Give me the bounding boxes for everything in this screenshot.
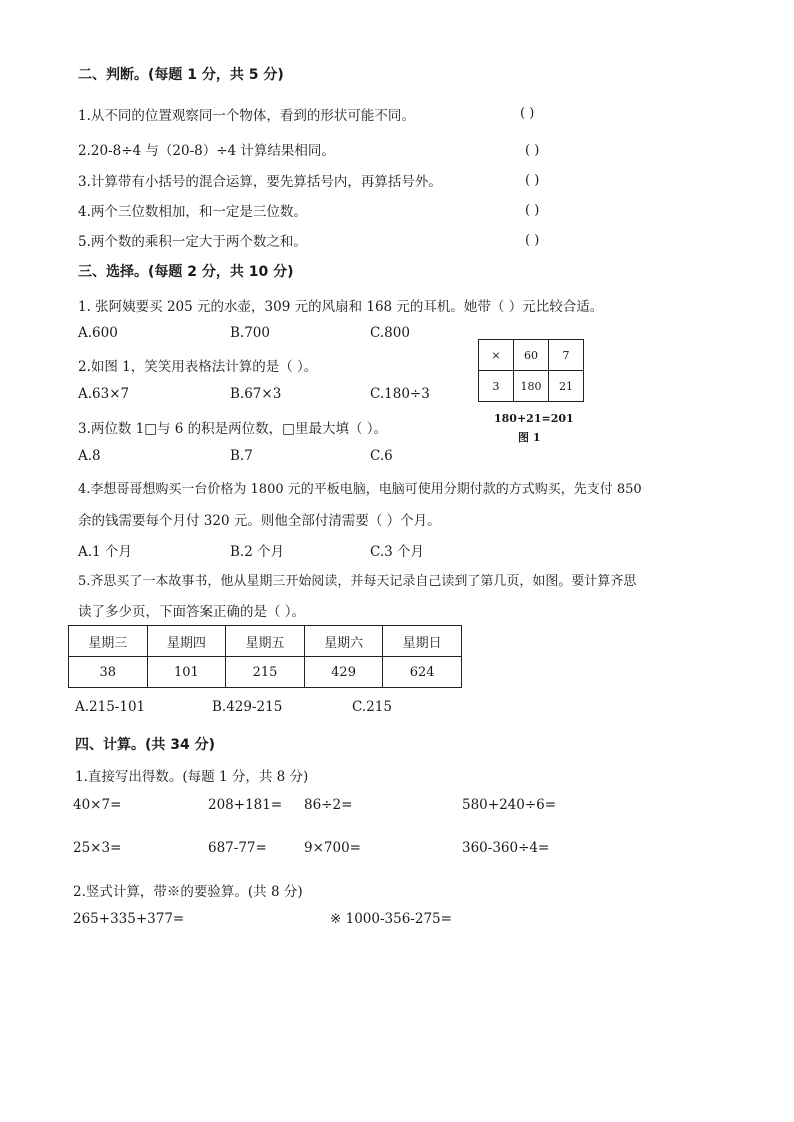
section-4-title: 四、计算。(共 34 分) [75,737,216,753]
q1-option-c: C.800 [370,325,410,341]
section-2-title: 二、判断。(每题 1 分，共 5 分) [78,67,284,83]
sub-question-1: 1.直接写出得数。(每题 1 分，共 8 分) [75,769,309,785]
answer-paren-3: ( ) [525,173,540,188]
figure-1-equation: 180+21=201 [494,412,574,425]
q3-option-a: A.8 [78,448,101,464]
table-header-cell: 星期日 [383,626,462,657]
fig1-cell: 3 [479,371,514,402]
judge-item-3: 3.计算带有小括号的混合运算，要先算括号内，再算括号外。 [78,174,442,190]
choice-q1: 1. 张阿姨要买 205 元的水壶，309 元的风扇和 168 元的耳机。她带（ ）元比较合适。 [78,299,604,315]
answer-paren-4: ( ) [525,203,540,218]
calc-item: 86÷2= [304,797,353,813]
table-value-cell: 38 [69,657,148,688]
table-header-cell: 星期六 [304,626,383,657]
calc-item: 25×3= [73,840,122,856]
choice-q3: 3.两位数 1□与 6 的积是两位数，□里最大填（ ）。 [78,421,387,437]
calc-item: 360-360÷4= [462,840,550,856]
fig1-cell: 7 [549,340,584,371]
table-header-cell: 星期三 [69,626,148,657]
vertical-calc-2: ※ 1000-356-275= [330,911,452,927]
fig1-cell: 60 [514,340,549,371]
q5-option-b: B.429-215 [212,699,283,715]
q4-option-c: C.3 个月 [370,544,425,560]
fig1-cell: × [479,340,514,371]
q5-option-a: A.215-101 [75,699,146,715]
table-value-cell: 624 [383,657,462,688]
judge-item-1: 1.从不同的位置观察同一个物体，看到的形状可能不同。 [78,108,415,124]
table-value-cell: 215 [226,657,305,688]
q3-option-c: C.6 [370,448,393,464]
answer-paren-5: ( ) [525,233,540,248]
table-value-cell: 101 [147,657,226,688]
figure-1-caption: 图 1 [518,431,541,444]
q3-option-b: B.7 [230,448,253,464]
table-value-cell: 429 [304,657,383,688]
choice-q2: 2.如图 1，笑笑用表格法计算的是（ ）。 [78,359,318,375]
sub-question-2: 2.竖式计算，带※的要验算。(共 8 分) [73,884,303,900]
fig1-cell: 21 [549,371,584,402]
q5-option-c: C.215 [352,699,392,715]
judge-item-2: 2.20-8÷4 与（20-8）÷4 计算结果相同。 [78,143,335,159]
fig1-cell: 180 [514,371,549,402]
vertical-calc-1: 265+335+377= [73,911,185,927]
choice-q4-line2: 余的钱需要每个月付 320 元。则他全部付清需要（ ）个月。 [78,513,441,529]
table-header-cell: 星期五 [226,626,305,657]
calc-item: 40×7= [73,797,122,813]
section-3-title: 三、选择。(每题 2 分，共 10 分) [78,264,294,280]
calc-item: 9×700= [304,840,361,856]
q2-option-a: A.63×7 [78,386,130,402]
q2-option-b: B.67×3 [230,386,282,402]
calc-item: 687-77= [208,840,267,856]
q4-option-a: A.1 个月 [78,544,132,560]
reading-record-table [68,625,462,688]
answer-paren-2: ( ) [525,143,540,158]
q1-option-b: B.700 [230,325,270,341]
answer-paren-1: ( ) [520,106,535,121]
judge-item-5: 5.两个数的乘积一定大于两个数之和。 [78,234,307,250]
choice-q5-line1: 5.齐思买了一本故事书，他从星期三开始阅读，并每天记录自己读到了第几页，如图。要计算齐思 [78,574,637,589]
choice-q5-line2: 读了多少页，下面答案正确的是（ ）。 [78,604,306,620]
choice-q4-line1: 4.李想哥哥想购买一台价格为 1800 元的平板电脑，电脑可使用分期付款的方式购买，先支付 850 [78,482,642,497]
q2-option-c: C.180÷3 [370,386,430,402]
q4-option-b: B.2 个月 [230,544,285,560]
q1-option-a: A.600 [78,325,118,341]
calc-item: 580+240÷6= [462,797,557,813]
table-header-cell: 星期四 [147,626,226,657]
judge-item-4: 4.两个三位数相加，和一定是三位数。 [78,204,307,220]
calc-item: 208+181= [208,797,283,813]
figure-1-table [478,339,584,402]
